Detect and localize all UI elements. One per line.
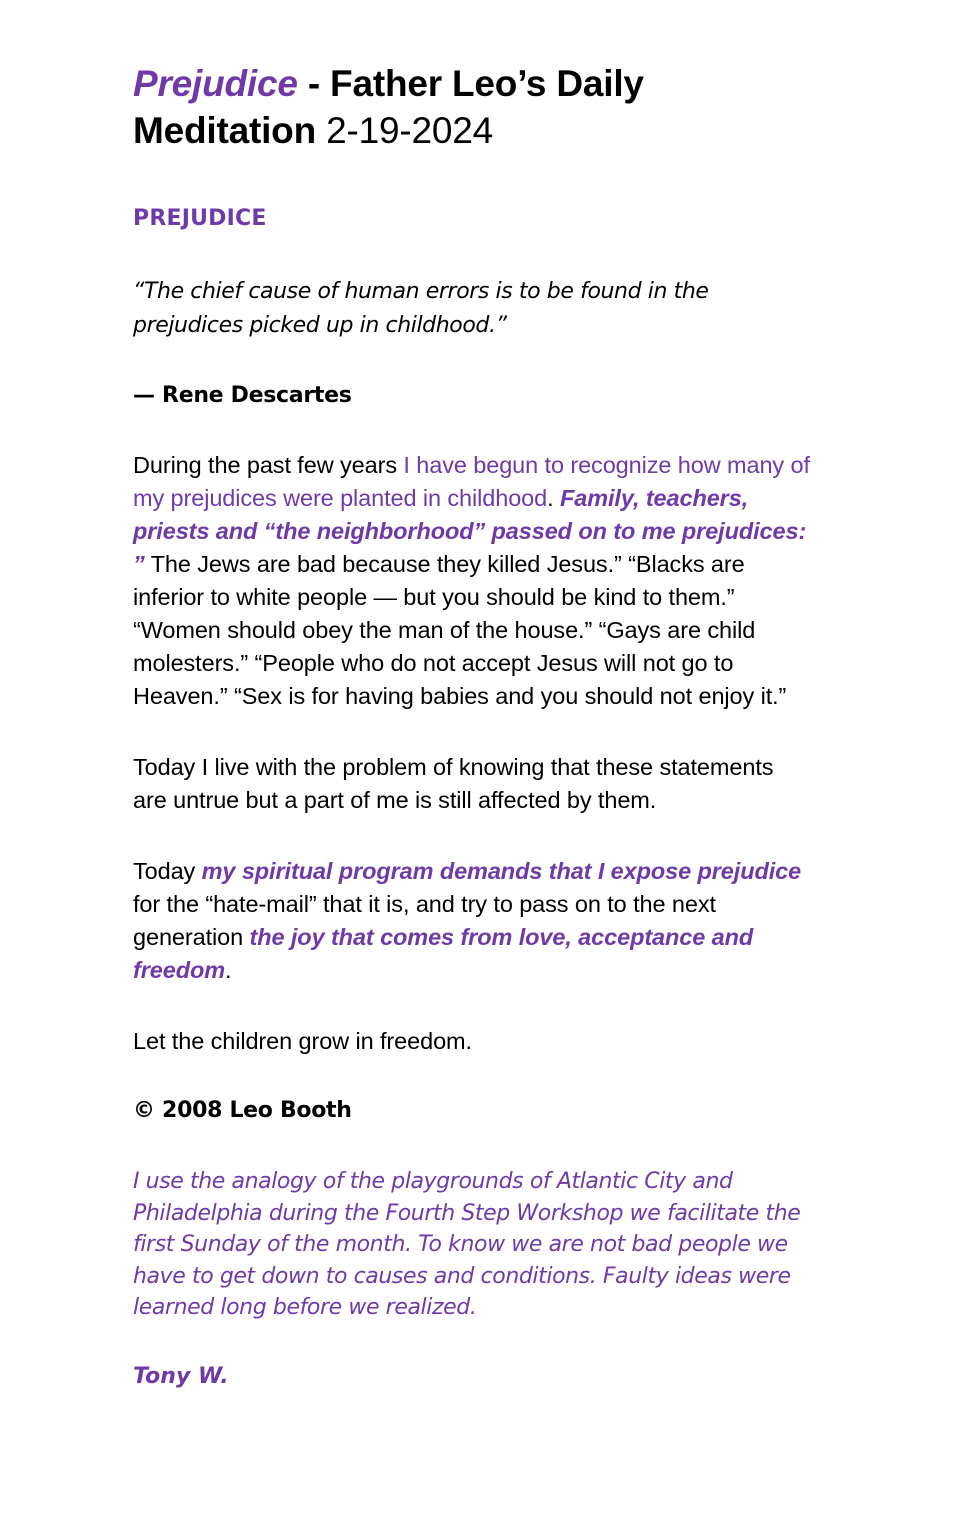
signature: Tony W.: [133, 1363, 229, 1389]
emphasis-text: the joy that comes from love, acceptance and freedom: [133, 924, 754, 983]
text: The Jews are bad because they killed Jesus.” “Blacks are inferior to white people — but you should be kind to them.” “Women should obey the man of the house.” “Gays are child molesters.” “People who do not accept Jesus will not go to Heaven.” “Sex is for having babies and you should not enjoy it.”: [133, 551, 787, 709]
epigraph-quote: “The chief cause of human errors is to be found in the prejudices picked up in childhood.”: [133, 279, 709, 338]
highlight-text: I have begun to recognize how many of my prejudices were planted in childhood: [133, 452, 810, 511]
emphasis-text: my spiritual program demands that I expose prejudice: [201, 858, 802, 884]
title-text: - Father Leo’s Daily Meditation: [133, 63, 644, 151]
paragraph-today-problem: Today I live with the problem of knowing that these statements are untrue but a part of me is still affected by them.: [133, 754, 774, 813]
paragraph-spiritual-program: [133, 855, 813, 987]
text: Today: [133, 858, 202, 884]
copyright-notice: © 2008 Leo Booth: [133, 1098, 352, 1123]
text: During the past few years: [133, 452, 404, 478]
paragraph-closing: Let the children grow in freedom.: [133, 1028, 472, 1054]
meditation-article: [133, 60, 813, 1392]
text: .: [547, 485, 560, 511]
title-date: 2-19-2024: [326, 110, 493, 151]
commentary-note: I use the analogy of the playgrounds of Atlantic City and Philadelphia during the Fourth Step Workshop we facilitate the first Sunday of the month. To know we are not bad people we have to get down to causes and conditions. Faulty ideas were learned long before we realized.: [133, 1169, 801, 1320]
section-heading: PREJUDICE: [133, 206, 267, 231]
text: for the “hate-mail” that it is, and try to pass on to the next generation: [133, 891, 716, 950]
paragraph-childhood-prejudices: [133, 449, 813, 713]
emphasis-text: Family, teachers, priests and “the neighborhood” passed on to me prejudices: ”: [133, 485, 807, 577]
text: .: [225, 957, 232, 983]
page-title: [133, 60, 813, 154]
quote-author: — Rene Descartes: [133, 383, 352, 408]
title-highlight: Prejudice: [133, 63, 298, 104]
